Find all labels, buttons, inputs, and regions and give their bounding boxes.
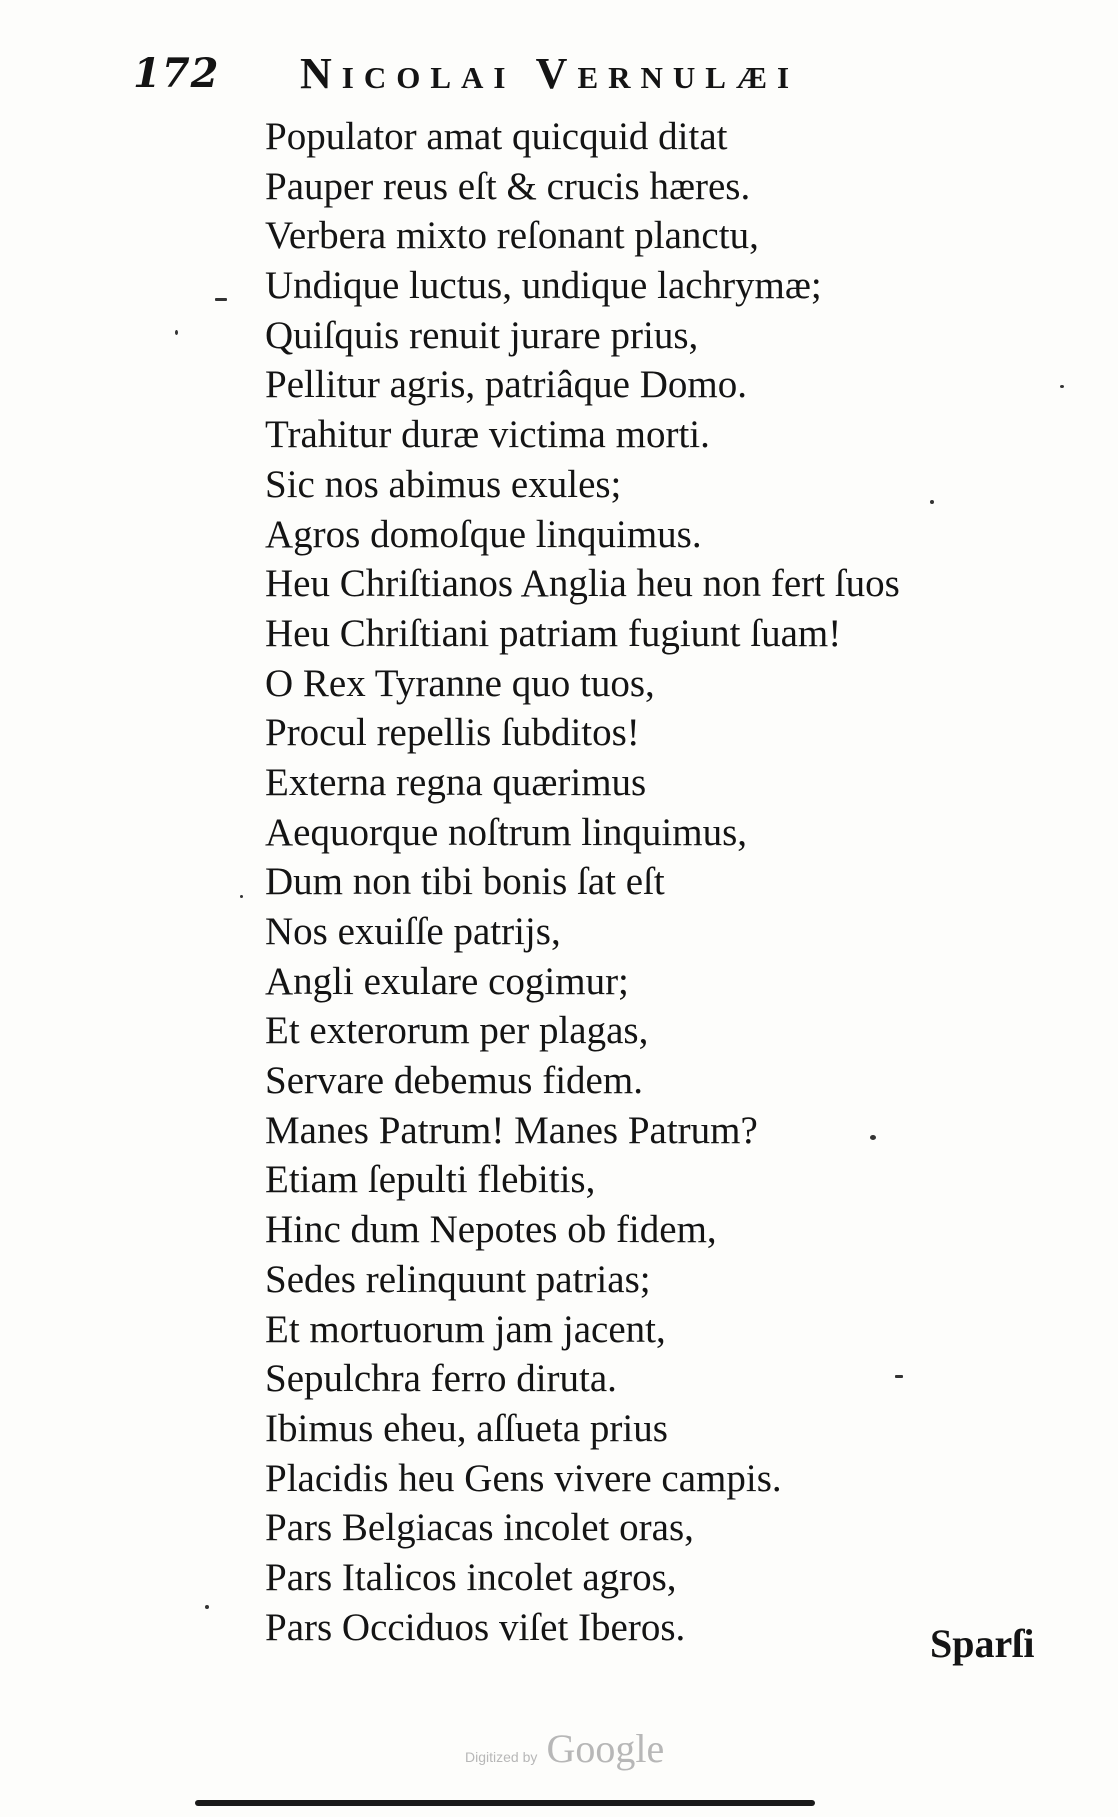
bottom-rule	[195, 1800, 815, 1806]
verse-block	[265, 112, 900, 1652]
scan-speck	[870, 1135, 876, 1140]
catchword: Sparſi	[930, 1621, 1035, 1666]
scan-speck	[895, 1375, 903, 1378]
running-head: Nicolai Vernulæi	[300, 49, 800, 98]
verse-line: O Rex Tyranne quo tuos,	[265, 661, 655, 705]
verse-line: Et exterorum per plagas,	[265, 1009, 649, 1053]
scan-speck	[1060, 385, 1064, 388]
verse-line: Etiam ſepulti flebitis,	[265, 1158, 596, 1202]
digitized-watermark	[465, 1725, 664, 1772]
verse-line: Placidis heu Gens vivere campis.	[265, 1456, 782, 1500]
verse-line: Pars Belgiacas incolet oras,	[265, 1506, 694, 1550]
verse-line: Sedes relinquunt patrias;	[265, 1257, 651, 1301]
verse-line: Sepulchra ferro diruta.	[265, 1357, 617, 1401]
scan-speck	[215, 298, 227, 301]
verse-line: Trahitur duræ victima morti.	[265, 413, 710, 457]
scan-speck	[240, 895, 243, 898]
watermark-brand: Google	[546, 1726, 665, 1771]
scan-speck	[205, 1605, 209, 1609]
verse-line: Quiſquis renuit jurare prius,	[265, 313, 699, 357]
verse-line: Undique luctus, undique lachrymæ;	[265, 264, 822, 308]
page-number: 172	[133, 50, 220, 97]
verse-line: Verbera mixto reſonant planctu,	[265, 214, 759, 258]
verse-line: Heu Chriſtiani patriam fugiunt ſuam!	[265, 611, 842, 655]
verse-line: Pars Occiduos viſet Iberos.	[265, 1605, 686, 1649]
verse-line: Agros domoſque linquimus.	[265, 512, 702, 556]
scan-speck	[175, 330, 178, 335]
verse-line: Heu Chriſtianos Anglia heu non fert ſuos	[265, 562, 900, 606]
verse-line: Hinc dum Nepotes ob fidem,	[265, 1208, 717, 1252]
verse-line: Externa regna quærimus	[265, 760, 647, 804]
verse-line: Pars Italicos incolet agros,	[265, 1555, 677, 1599]
verse-line: Manes Patrum! Manes Patrum?	[265, 1108, 758, 1152]
verse-line: Et mortuorum jam jacent,	[265, 1307, 666, 1351]
verse-line: Sic nos abimus exules;	[265, 462, 622, 506]
verse-line: Ibimus eheu, aſſueta prius	[265, 1406, 668, 1450]
verse-line: Servare debemus fidem.	[265, 1059, 643, 1103]
verse-line: Dum non tibi bonis ſat eſt	[265, 860, 665, 904]
verse-line: Procul repellis ſubditos!	[265, 711, 640, 755]
verse-line: Pauper reus eſt & crucis hæres.	[265, 164, 751, 208]
verse-line: Nos exuiſſe patrijs,	[265, 910, 561, 953]
verse-line: Angli exulare cogimur;	[265, 959, 629, 1003]
verse-line: Aequorque noſtrum linquimus,	[265, 810, 748, 854]
scan-speck	[930, 500, 934, 504]
watermark-prefix: Digitized by	[465, 1749, 538, 1765]
verse-line: Populator amat quicquid ditat	[265, 115, 728, 158]
verse-line: Pellitur agris, patriâque Domo.	[265, 363, 747, 407]
